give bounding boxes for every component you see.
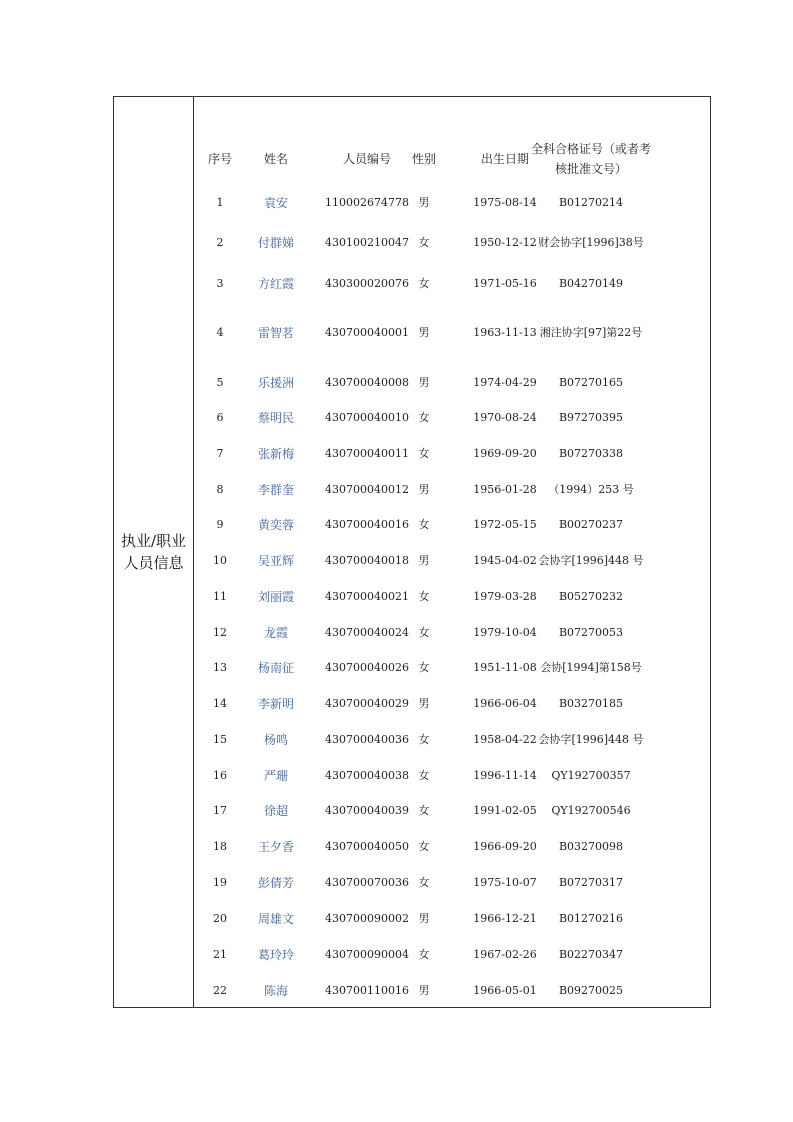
cell-sex: 女: [418, 876, 430, 889]
cell-seq: 2: [216, 236, 224, 249]
cell-name: 李新明: [257, 697, 294, 711]
cell-seq: 7: [216, 447, 224, 460]
cell-birth: 1963-11-13: [473, 326, 537, 339]
table-row: [194, 904, 710, 934]
cell-id: 430700040036: [325, 733, 409, 746]
cell-cert: 会协字[1996]448 号: [538, 733, 644, 746]
table-row: [194, 439, 710, 469]
cell-id: 430700110016: [325, 984, 409, 997]
cell-id: 430700040008: [325, 376, 409, 389]
cell-seq: 1: [216, 196, 224, 209]
cell-name: 黄奕蓉: [257, 518, 294, 532]
cell-cert: B04270149: [558, 277, 624, 290]
cell-seq: 10: [213, 554, 227, 567]
cell-id: 430700040021: [325, 590, 409, 603]
cell-cert: 财会协字[1996]38号: [538, 236, 644, 249]
cell-name: 蔡明民: [257, 411, 294, 425]
cell-birth: 1950-12-12: [473, 236, 537, 249]
cell-sex: 女: [418, 590, 430, 603]
cell-cert: B03270185: [558, 697, 624, 710]
cell-seq: 20: [213, 912, 227, 925]
table-row: [194, 546, 710, 576]
cell-id: 430700040024: [325, 626, 409, 639]
cell-cert: B05270232: [558, 590, 624, 603]
table-row: [194, 725, 710, 755]
cell-seq: 14: [213, 697, 227, 710]
cell-birth: 1971-05-16: [473, 277, 537, 290]
table-row: [194, 188, 710, 218]
cell-cert: B07270338: [558, 447, 624, 460]
table-row: [194, 368, 710, 398]
cell-id: 430700040001: [325, 326, 409, 339]
cell-seq: 15: [213, 733, 227, 746]
cell-id: 430700040026: [325, 661, 409, 674]
cell-cert: B00270237: [558, 518, 624, 531]
table-row: [194, 403, 710, 433]
cell-seq: 21: [213, 948, 227, 961]
cell-birth: 1979-10-04: [473, 626, 537, 639]
cell-sex: 男: [418, 196, 430, 209]
cell-id: 430100210047: [325, 236, 409, 249]
cell-name: 袁安: [263, 196, 288, 210]
cell-name: 吴亚辉: [257, 554, 294, 568]
cell-name: 严珊: [263, 769, 288, 783]
cell-name: 徐超: [263, 804, 288, 818]
header-birth: 出生日期: [480, 152, 529, 166]
table-row: [194, 689, 710, 719]
cell-name: 刘丽霞: [257, 590, 294, 604]
cell-cert: 会协[1994]第158号: [540, 661, 642, 674]
section-label: 执业/职业人员信息: [120, 532, 187, 572]
cell-name: 杨南征: [257, 661, 294, 675]
cell-seq: 6: [216, 411, 224, 424]
cell-sex: 女: [418, 277, 430, 290]
cell-seq: 18: [213, 840, 227, 853]
cell-birth: 1970-08-24: [473, 411, 537, 424]
table-row: [194, 475, 710, 505]
cell-cert: B01270214: [558, 196, 624, 209]
cell-seq: 5: [216, 376, 224, 389]
cell-name: 彭倩芳: [257, 876, 294, 890]
header-id: 人员编号: [342, 152, 391, 166]
cell-cert: B07270317: [558, 876, 624, 889]
cell-seq: 17: [213, 804, 227, 817]
table-row: [194, 269, 710, 299]
table-row: [194, 796, 710, 826]
cell-cert: B07270053: [558, 626, 624, 639]
cell-id: 430700090002: [325, 912, 409, 925]
cell-sex: 女: [418, 661, 430, 674]
cell-seq: 13: [213, 661, 227, 674]
cell-seq: 11: [213, 590, 227, 603]
cell-id: 430700040012: [325, 483, 409, 496]
cell-id: 430700070036: [325, 876, 409, 889]
cell-sex: 男: [418, 376, 430, 389]
cell-seq: 9: [216, 518, 224, 531]
cell-cert: （1994）253 号: [548, 483, 634, 496]
cell-id: 110002674778: [325, 196, 409, 209]
table-row: [194, 582, 710, 612]
cell-birth: 1975-10-07: [473, 876, 537, 889]
cell-cert: QY192700546: [551, 804, 631, 817]
cell-cert: 湘注协字[97]第22号: [539, 326, 643, 339]
cell-cert: B97270395: [558, 411, 624, 424]
cell-cert: B01270216: [558, 912, 624, 925]
table-row: [194, 976, 710, 1006]
cell-birth: 1966-12-21: [473, 912, 537, 925]
table-row: [194, 223, 710, 263]
cell-id: 430700040029: [325, 697, 409, 710]
cell-sex: 男: [418, 326, 430, 339]
cell-sex: 女: [418, 733, 430, 746]
cell-name: 方红霞: [257, 277, 294, 291]
cell-sex: 女: [418, 626, 430, 639]
header-cert: 全科合格证号（或者考核批准文号）: [530, 142, 651, 176]
cell-birth: 1972-05-15: [473, 518, 537, 531]
table-row: [194, 761, 710, 791]
cell-name: 李群奎: [257, 483, 294, 497]
cell-birth: 1969-09-20: [473, 447, 537, 460]
cell-cert: B07270165: [558, 376, 624, 389]
cell-sex: 女: [418, 840, 430, 853]
cell-name: 乐援洲: [257, 376, 294, 390]
cell-birth: 1966-05-01: [473, 984, 537, 997]
personnel-info-frame: [113, 96, 711, 1008]
cell-id: 430300020076: [325, 277, 409, 290]
cell-id: 430700040018: [325, 554, 409, 567]
table-row: [194, 940, 710, 970]
cell-birth: 1956-01-28: [473, 483, 537, 496]
cell-birth: 1958-04-22: [473, 733, 537, 746]
cell-id: 430700040011: [325, 447, 409, 460]
cell-name: 张新梅: [257, 447, 294, 461]
cell-seq: 22: [213, 984, 227, 997]
table-row: [194, 832, 710, 862]
cell-id: 430700040016: [325, 518, 409, 531]
cell-sex: 女: [418, 411, 430, 424]
cell-sex: 女: [418, 447, 430, 460]
cell-name: 龙霞: [263, 626, 288, 640]
cell-cert: B09270025: [558, 984, 624, 997]
cell-seq: 16: [213, 769, 227, 782]
cell-name: 周雄文: [257, 912, 294, 926]
cell-sex: 女: [418, 236, 430, 249]
cell-sex: 男: [418, 483, 430, 496]
cell-birth: 1951-11-08: [473, 661, 537, 674]
cell-birth: 1974-04-29: [473, 376, 537, 389]
cell-birth: 1996-11-14: [473, 769, 537, 782]
cell-sex: 女: [418, 769, 430, 782]
cell-id: 430700040038: [325, 769, 409, 782]
cell-birth: 1966-06-04: [473, 697, 537, 710]
cell-name: 葛玲玲: [257, 948, 294, 962]
cell-seq: 12: [213, 626, 227, 639]
cell-name: 杨鸣: [263, 733, 288, 747]
cell-sex: 女: [418, 948, 430, 961]
table-row: [194, 510, 710, 540]
cell-name: 付群娣: [257, 236, 294, 250]
table-row: [194, 309, 710, 357]
header-seq: 序号: [207, 152, 232, 166]
cell-birth: 1967-02-26: [473, 948, 537, 961]
cell-id: 430700040050: [325, 840, 409, 853]
cell-seq: 3: [216, 277, 224, 290]
cell-birth: 1979-03-28: [473, 590, 537, 603]
cell-birth: 1975-08-14: [473, 196, 537, 209]
cell-name: 陈海: [263, 984, 288, 998]
cell-birth: 1991-02-05: [473, 804, 537, 817]
table-row: [194, 653, 710, 683]
cell-id: 430700090004: [325, 948, 409, 961]
header-sex: 性别: [411, 152, 436, 166]
table-row: [194, 618, 710, 648]
cell-id: 430700040010: [325, 411, 409, 424]
cell-seq: 19: [213, 876, 227, 889]
cell-cert: QY192700357: [551, 769, 631, 782]
cell-name: 雷智茗: [257, 326, 294, 340]
cell-cert: 会协字[1996]448 号: [538, 554, 644, 567]
cell-sex: 男: [418, 697, 430, 710]
section-label-cell: [114, 97, 193, 1007]
cell-seq: 8: [216, 483, 224, 496]
cell-birth: 1945-04-02: [473, 554, 537, 567]
cell-sex: 男: [418, 912, 430, 925]
cell-cert: B03270098: [558, 840, 624, 853]
header-name: 姓名: [263, 152, 288, 166]
cell-sex: 女: [418, 804, 430, 817]
cell-sex: 男: [418, 554, 430, 567]
cell-cert: B02270347: [558, 948, 624, 961]
cell-seq: 4: [216, 326, 224, 339]
cell-id: 430700040039: [325, 804, 409, 817]
cell-sex: 女: [418, 518, 430, 531]
cell-name: 王夕香: [257, 840, 294, 854]
cell-birth: 1966-09-20: [473, 840, 537, 853]
cell-sex: 男: [418, 984, 430, 997]
table-row: [194, 868, 710, 898]
